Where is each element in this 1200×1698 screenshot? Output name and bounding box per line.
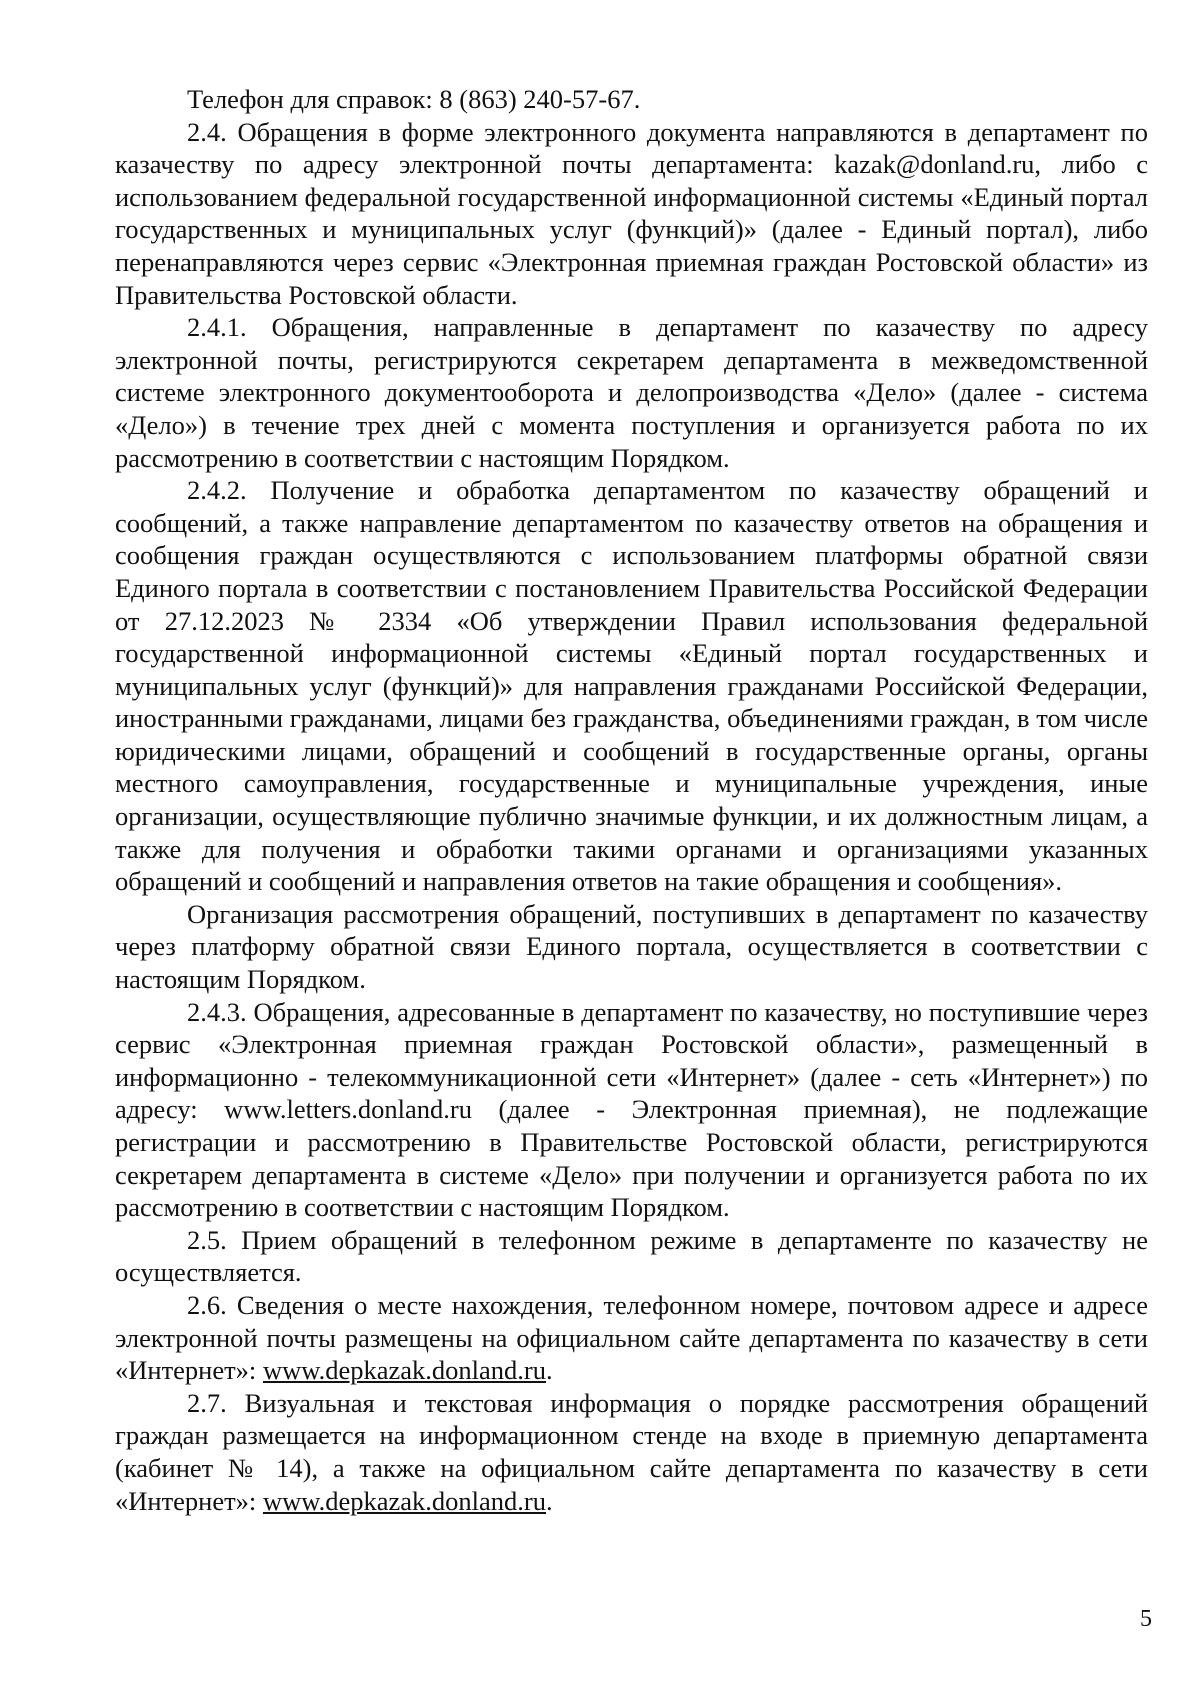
page-number: 5 (1140, 1606, 1152, 1632)
paragraph-2-4-2: 2.4.2. Получение и обработка департаментом по казачеству обращений и сообщений, а также направление департаментом по казачеству ответов на обращения и сообщения граждан осуществляются с использованием платформы обратной связи Единого портала в соответствии с постановлением Правительства Российской Федерации от 27.12.2023 № 2334 «Об утверждении Правил использования федеральной государственной информационной системы «Единый портал государственных и муниципальных услуг (функций)» для направления гражданами Российской Федерации, иностранными гражданами, лицами без гражданства, объединениями граждан, в том числе юридическими лицами, обращений и сообщений в государственные органы, органы местного самоуправления, государственные и муниципальные учреждения, иные организации, осуществляющие публично значимые функции, и их должностным лицам, а также для получения и обработки такими органами и организациями указанных обращений и сообщений и направления ответов на такие обращения и сообщения». (115, 475, 1148, 897)
phone-paragraph: Телефон для справок: 8 (863) 240-57-67. (187, 84, 641, 114)
paragraph-2-7-end: . (546, 1485, 553, 1516)
paragraph-2-4-1: 2.4.1. Обращения, направленные в департамент по казачеству по адресу электронной почты, регистрируются секретарем департамента в межведомственной системе электронного документооборота и делопроизводства «Дело» (далее - система «Дело») в течение трех дней с момента поступления и организуется работа по их рассмотрению в соответствии с настоящим Порядком. (115, 312, 1148, 473)
paragraph-2-6 (115, 1289, 1148, 1387)
paragraph-2-4: 2.4. Обращения в форме электронного документа направляются в департамент по казачеству по адресу электронной почты департамента: kazak@donland.ru, либо с использованием федеральной государственной информационной системы «Единый портал государственных и муниципальных услуг (функций)» (далее - Единый портал), либо перенаправляются через сервис «Электронная приемная граждан Ростовской области» из Правительства Ростовской области. (115, 116, 1148, 310)
paragraph-2-6-end: . (546, 1355, 553, 1386)
paragraph-2-7-text: 2.7. Визуальная и текстовая информация о порядке рассмотрения обращений граждан размещается на информационном стенде на входе в приемную департамента (кабинет № 14), а также на официальном сайте департамента по казачеству в сети «Интернет»: (115, 1387, 1148, 1516)
depkazak-link[interactable]: www.depkazak.donland.ru (262, 1355, 547, 1386)
paragraph-2-6-text: 2.6. Сведения о месте нахождения, телефонном номере, почтовом адресе и адресе электронной почты размещены на официальном сайте департамента по казачеству в сети «Интернет»: (115, 1289, 1148, 1386)
paragraph-2-7 (115, 1387, 1148, 1517)
paragraph-organization: Организация рассмотрения обращений, поступивших в департамент по казачеству через платформу обратной связи Единого портала, осуществляется в соответствии с настоящим Порядком. (115, 898, 1148, 995)
paragraph-2-4-3: 2.4.3. Обращения, адресованные в департамент по казачеству, но поступившие через сервис «Электронная приемная граждан Ростовской области», размещенный в информационно - телекоммуникационной сети «Интернет» (далее - сеть «Интернет») по адресу: www.letters.donland.ru (далее - Электронная приемная), не подлежащие регистрации и рассмотрению в Правительстве Ростовской области, регистрируются секретарем департамента в системе «Дело» при получении и организуется работа по их рассмотрению в соответствии с настоящим Порядком. (115, 996, 1148, 1223)
paragraph-2-5: 2.5. Прием обращений в телефонном режиме в департаменте по казачеству не осуществляется. (115, 1224, 1148, 1288)
document-body (115, 83, 1148, 1517)
depkazak-link-2[interactable]: www.depkazak.donland.ru (262, 1485, 547, 1516)
